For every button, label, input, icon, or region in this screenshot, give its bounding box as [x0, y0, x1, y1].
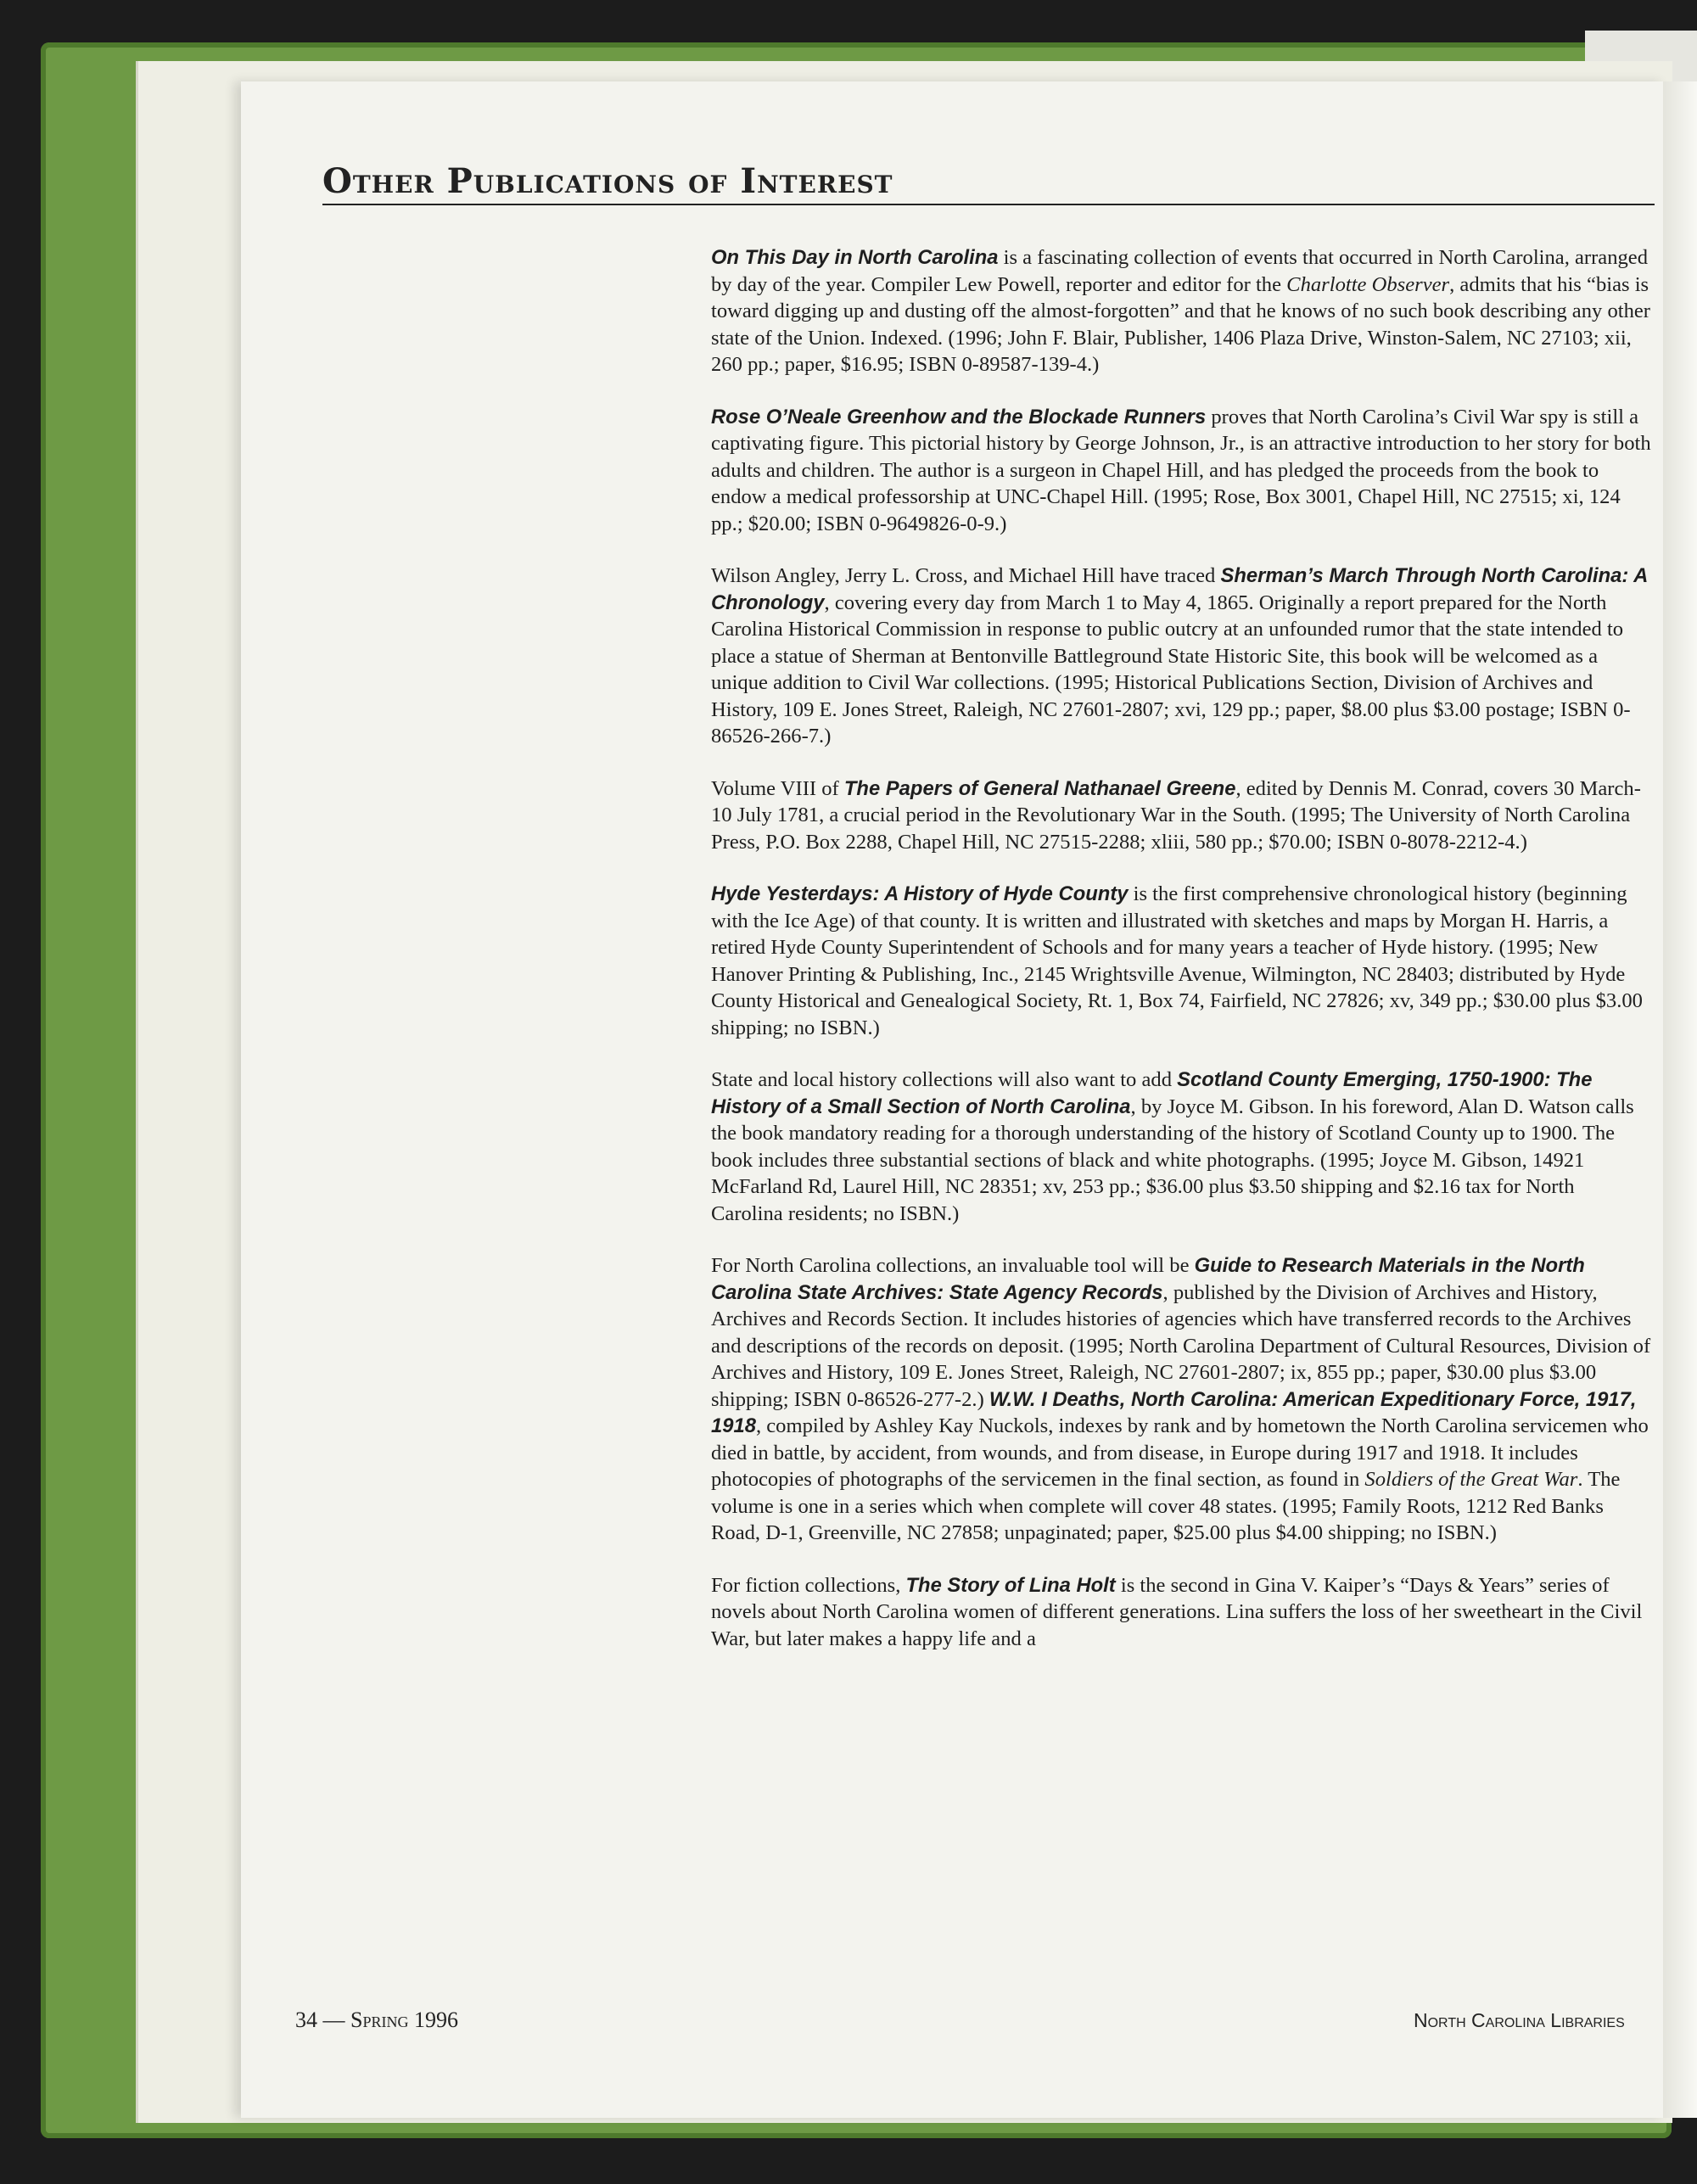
paragraph — [711, 776, 1651, 856]
book-title: The Story of Lina Holt — [905, 1573, 1116, 1597]
italic-title: Charlotte Observer — [1286, 272, 1450, 296]
paragraph-text: Volume VIII of — [711, 776, 844, 800]
book-title: Guide to Research Materials in the North Carolina State Archives: State Agency Records — [711, 1254, 1585, 1304]
paragraph-text: is a fascinating collection of events that occurred in North Carolina, arranged by day of the year. Compiler Lew Powell, reporter and editor for the — [711, 246, 1649, 296]
paragraph — [711, 1252, 1651, 1547]
paragraph-text: , covering every day from March 1 to May 4, 1865. Originally a report prepared for the North Carolina Historical Commission in response to public outcry at an unfounded rumor that the state intended to place a statue of Sherman at Bentonville Battleground State Historic Site, this book will be welcomed as a unique addition to Civil War collections. (1995; Historical Publications Section, Division of Archives and History, 109 E. Jones Street, Raleigh, NC 27601-2807; xvi, 129 pp.; paper, $8.00 plus $3.00 postage; ISBN 0-86526-266-7.) — [711, 591, 1631, 748]
paragraph-text: State and local history collections will also want to add — [711, 1068, 1178, 1091]
paragraph-text: , compiled by Ashley Kay Nuckols, indexes by rank and by hometown the North Carolina servicemen who died in battle, by accident, from wounds, and from disease, in Europe during 1917 and 1918. It includes photocopies of photographs of the servicemen in the final section, as found in — [711, 1414, 1649, 1491]
paragraph-text: , published by the Division of Archives and History, Archives and Records Section. It includes histories of agencies which have transferred records to the Archives and descriptions of the records on deposit. (1995; North Carolina Department of Cultural Resources, Division of Archives and History, 109 E. Jones Street, Raleigh, NC 27601-2807; ix, 855 pp.; paper, $30.00 plus $3.00 shipping; ISBN 0-86526-277-2.) — [711, 1280, 1651, 1411]
paragraph — [711, 1067, 1651, 1227]
section-heading-text: Other Publications of Interest — [322, 161, 899, 201]
book-title: The Papers of General Nathanael Greene — [843, 776, 1236, 800]
page-right-edge — [1663, 81, 1697, 2118]
paragraph-text: is the first comprehensive chronological history (beginning with the Ice Age) of that county. It is written and illustrated with sketches and maps by Morgan H. Harris, a retired Hyde County Superintendent of Schools and for many years a teacher of Hyde history. (1995; New Hanover Printing & Publishing, Inc., 2145 Wrightsville Avenue, Wilmington, NC 28403; distributed by Hyde County Historical and Genealogical Society, Rt. 1, Box 74, Fairfield, NC 27826; xv, 349 pp.; $30.00 plus $3.00 shipping; no ISBN.) — [711, 882, 1643, 1039]
paragraph-text: Wilson Angley, Jerry L. Cross, and Michael Hill have traced — [711, 564, 1221, 587]
section-heading — [322, 160, 1655, 205]
book-title: W.W. I Deaths, North Carolina: American Expeditionary Force, 1917, 1918 — [711, 1387, 1637, 1437]
paragraph-text: , admits that his “bias is toward digging up and dusting off the almost-forgotten” and that he knows of no such book describing any other state of the Union. Indexed. (1996; John F. Blair, Publisher, 1406 Plaza Drive, Winston-Salem, NC 27103; xii, 260 pp.; paper, $16.95; ISBN 0-89587-139-4.) — [711, 272, 1650, 376]
paragraph-text: For fiction collections, — [711, 1573, 906, 1597]
paragraph-text: proves that North Carolina’s Civil War spy is still a captivating figure. This pictorial history by George Johnson, Jr., is an attractive introduction to her story for both adults and children. The author is a surgeon in Chapel Hill, and has pledged the proceeds from the book to endow a medical professorship at UNC-Chapel Hill. (1995; Rose, Box 3001, Chapel Hill, NC 27515; xi, 124 pp.; $20.00; ISBN 0-9649826-0-9.) — [711, 405, 1651, 535]
book-title: Rose O’Neale Greenhow and the Blockade Runners — [711, 405, 1207, 428]
paragraph — [711, 881, 1651, 1041]
paragraph-text: . The volume is one in a series which when complete will cover 48 states. (1995; Family Roots, 1212 Red Banks Road, D-1, Greenville, NC 27858; unpaginated; paper, $25.00 plus $4.00 shipping; no ISBN.) — [711, 1468, 1621, 1544]
article-body — [711, 244, 1651, 1652]
italic-title: Soldiers of the Great War — [1364, 1468, 1578, 1491]
book-title: On This Day in North Carolina — [711, 246, 999, 269]
book-title: Hyde Yesterdays: A History of Hyde County — [711, 882, 1129, 905]
paragraph — [711, 244, 1651, 378]
paragraph — [711, 563, 1651, 750]
paragraph — [711, 1572, 1651, 1653]
paragraph-text: is the second in Gina V. Kaiper’s “Days & Years” series of novels about North Carolina women of different generations. Lina suffers the loss of her sweetheart in the Civil War, but later makes a happy life and a — [711, 1573, 1643, 1650]
paragraph-text: For North Carolina collections, an invaluable tool will be — [711, 1254, 1195, 1277]
book-title: Sherman’s March Through North Carolina: A Chronology — [711, 564, 1648, 614]
book-title: Scotland County Emerging, 1750-1900: The History of a Small Section of North Carolina — [711, 1068, 1593, 1118]
footer-page-info: 34 — Spring 1996 — [295, 2008, 458, 2032]
paragraph-text: , edited by Dennis M. Conrad, covers 30 March-10 July 1781, a crucial period in the Revolutionary War in the South. (1995; The University of North Carolina Press, P.O. Box 2288, Chapel Hill, NC 27515-2288; xliii, 580 pp.; $70.00; ISBN 0-8078-2212-4.) — [711, 776, 1641, 854]
paragraph-text: , by Joyce M. Gibson. In his foreword, Alan D. Watson calls the book mandatory reading for a thorough understanding of the history of Scotland County up to 1900. The book includes three substantial sections of black and white photographs. (1995; Joyce M. Gibson, 14921 McFarland Rd, Laurel Hill, NC 28351; xv, 253 pp.; $36.00 plus $3.50 shipping and $2.16 tax for North Carolina residents; no ISBN.) — [711, 1095, 1634, 1225]
paragraph — [711, 404, 1651, 538]
footer-journal-name: North Carolina Libraries — [1414, 2009, 1625, 2031]
